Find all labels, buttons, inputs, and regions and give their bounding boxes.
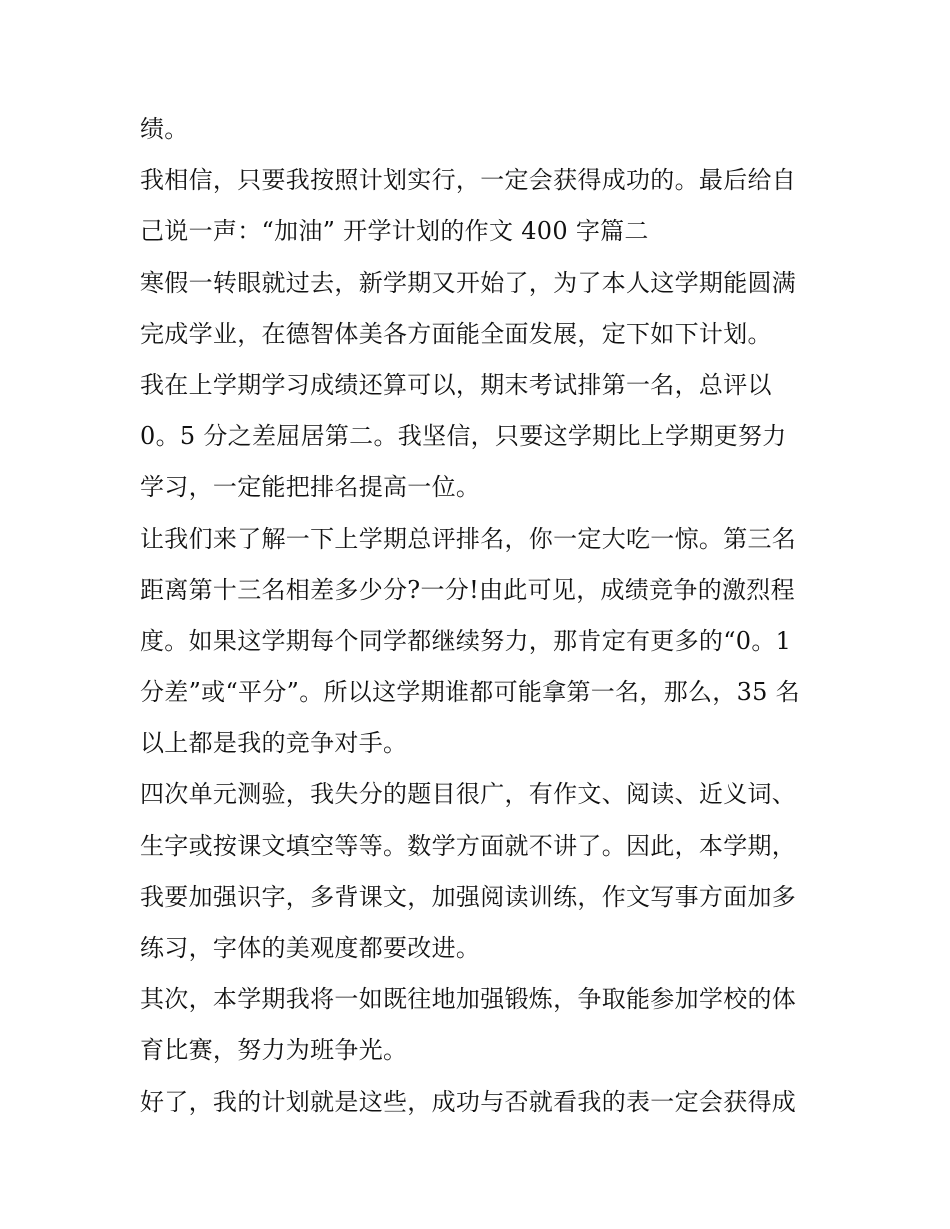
text-line: 四次单元测验，我失分的题目很广，有作文、阅读、近义词、 (140, 780, 797, 809)
text-line: 寒假一转眼就过去，新学期又开始了，为了本人这学期能圆满 (140, 268, 797, 297)
text-line: 度。如果这学期每个同学都继续努力，那肯定有更多的“0。1 (140, 626, 792, 655)
text-line: 好了，我的计划就是这些，成功与否就看我的表一定会获得成 (140, 1087, 797, 1116)
text-line: 距离第十三名相差多少分?一分!由此可见，成绩竞争的激烈程 (140, 575, 795, 604)
body-text (140, 104, 830, 1128)
text-line: 让我们来了解一下上学期总评排名，你一定大吃一惊。第三名 (140, 524, 797, 553)
text-line: 0。5 分之差屈居第二。我坚信，只要这学期比上学期更努力 (140, 422, 787, 451)
text-line: 学习，一定能把排名提高一位。 (140, 473, 481, 502)
text-line: 我相信，只要我按照计划实行，一定会获得成功的。最后给自 (140, 166, 797, 195)
text-line: 己说一声：“加油” 开学计划的作文 400 字篇二 (140, 217, 649, 246)
text-line: 以上都是我的竞争对手。 (140, 729, 408, 758)
text-line: 分差”或“平分”。所以这学期谁都可能拿第一名，那么，35 名 (140, 678, 800, 707)
text-line: 绩。 (140, 115, 189, 143)
text-line: 练习，字体的美观度都要改进。 (140, 934, 481, 962)
text-line: 生字或按课文填空等等。数学方面就不讲了。因此，本学期， (140, 831, 797, 860)
text-line: 我在上学期学习成绩还算可以，期末考试排第一名，总评以 (140, 370, 772, 399)
text-line: 育比赛，努力为班争光。 (140, 1036, 408, 1065)
text-line: 完成学业，在德智体美各方面能全面发展，定下如下计划。 (140, 319, 772, 348)
text-line: 其次，本学期我将一如既往地加强锻炼，争取能参加学校的体 (140, 985, 797, 1014)
text-line: 我要加强识字，多背课文，加强阅读训练，作文写事方面加多 (140, 882, 797, 911)
